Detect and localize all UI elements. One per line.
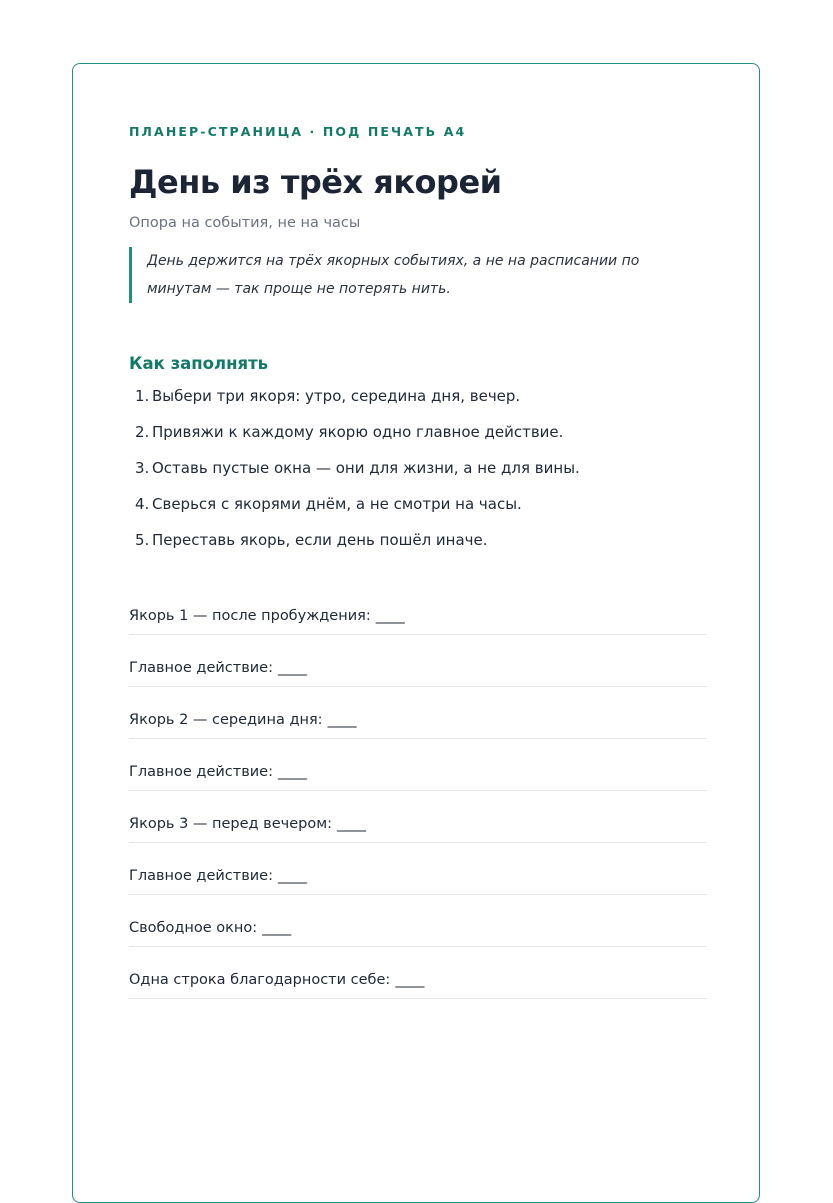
step-number: 5. [135, 531, 150, 549]
instruction-step [129, 494, 707, 514]
planner-fields [129, 589, 707, 999]
instructions-heading: Как заполнять [129, 354, 269, 373]
step-text: Привяжи к каждому якорю одно главное действие. [152, 423, 564, 441]
step-number: 3. [135, 459, 150, 477]
step-text: Выбери три якоря: утро, середина дня, вечер. [152, 387, 521, 405]
instruction-step [129, 386, 707, 406]
step-number: 1. [135, 387, 150, 405]
field-label: Главное действие: [129, 764, 273, 780]
eyebrow-label: ПЛАНЕР-СТРАНИЦА · ПОД ПЕЧАТЬ A4 [129, 124, 467, 139]
field-main-action-3[interactable] [129, 843, 707, 895]
step-text: Сверься с якорями днём, а не смотри на часы. [152, 495, 522, 513]
page-subtitle: Опора на события, не на часы [129, 215, 361, 231]
field-label: Якорь 2 — середина дня: [129, 712, 323, 728]
field-blank[interactable]: ____ [395, 972, 425, 988]
instructions-list [129, 386, 707, 550]
field-label: Якорь 3 — перед вечером: [129, 816, 333, 832]
field-main-action-2[interactable] [129, 739, 707, 791]
field-blank[interactable]: ____ [375, 608, 405, 624]
field-blank[interactable]: ____ [337, 816, 367, 832]
field-label: Якорь 1 — после пробуждения: [129, 608, 371, 624]
field-anchor-2[interactable] [129, 687, 707, 739]
field-blank[interactable]: ____ [278, 660, 307, 676]
page-title: День из трёх якорей [129, 163, 502, 201]
field-blank[interactable]: ____ [262, 920, 292, 936]
field-label: Главное действие: [129, 868, 273, 884]
page-content [129, 124, 707, 999]
instruction-step [129, 458, 707, 478]
field-label: Одна строка благодарности себе: [129, 972, 391, 988]
step-text: Оставь пустые окна — они для жизни, а не для вины. [152, 459, 580, 477]
step-number: 2. [135, 423, 150, 441]
field-anchor-3[interactable] [129, 791, 707, 843]
field-anchor-1[interactable] [129, 589, 707, 635]
field-label: Свободное окно: [129, 920, 258, 936]
field-free-window[interactable] [129, 895, 707, 947]
instruction-step [129, 530, 707, 550]
planner-page [72, 63, 760, 1203]
field-gratitude[interactable] [129, 947, 707, 999]
field-label: Главное действие: [129, 660, 273, 676]
field-blank[interactable]: ____ [278, 868, 307, 884]
instruction-step [129, 422, 707, 442]
field-blank[interactable]: ____ [327, 712, 357, 728]
step-text: Переставь якорь, если день пошёл иначе. [152, 531, 488, 549]
field-main-action-1[interactable] [129, 635, 707, 687]
intro-quote: День держится на трёх якорных событиях, а не на расписании по минутам — так проще не потерять нить. [129, 247, 677, 303]
step-number: 4. [135, 495, 150, 513]
field-blank[interactable]: ____ [278, 764, 307, 780]
